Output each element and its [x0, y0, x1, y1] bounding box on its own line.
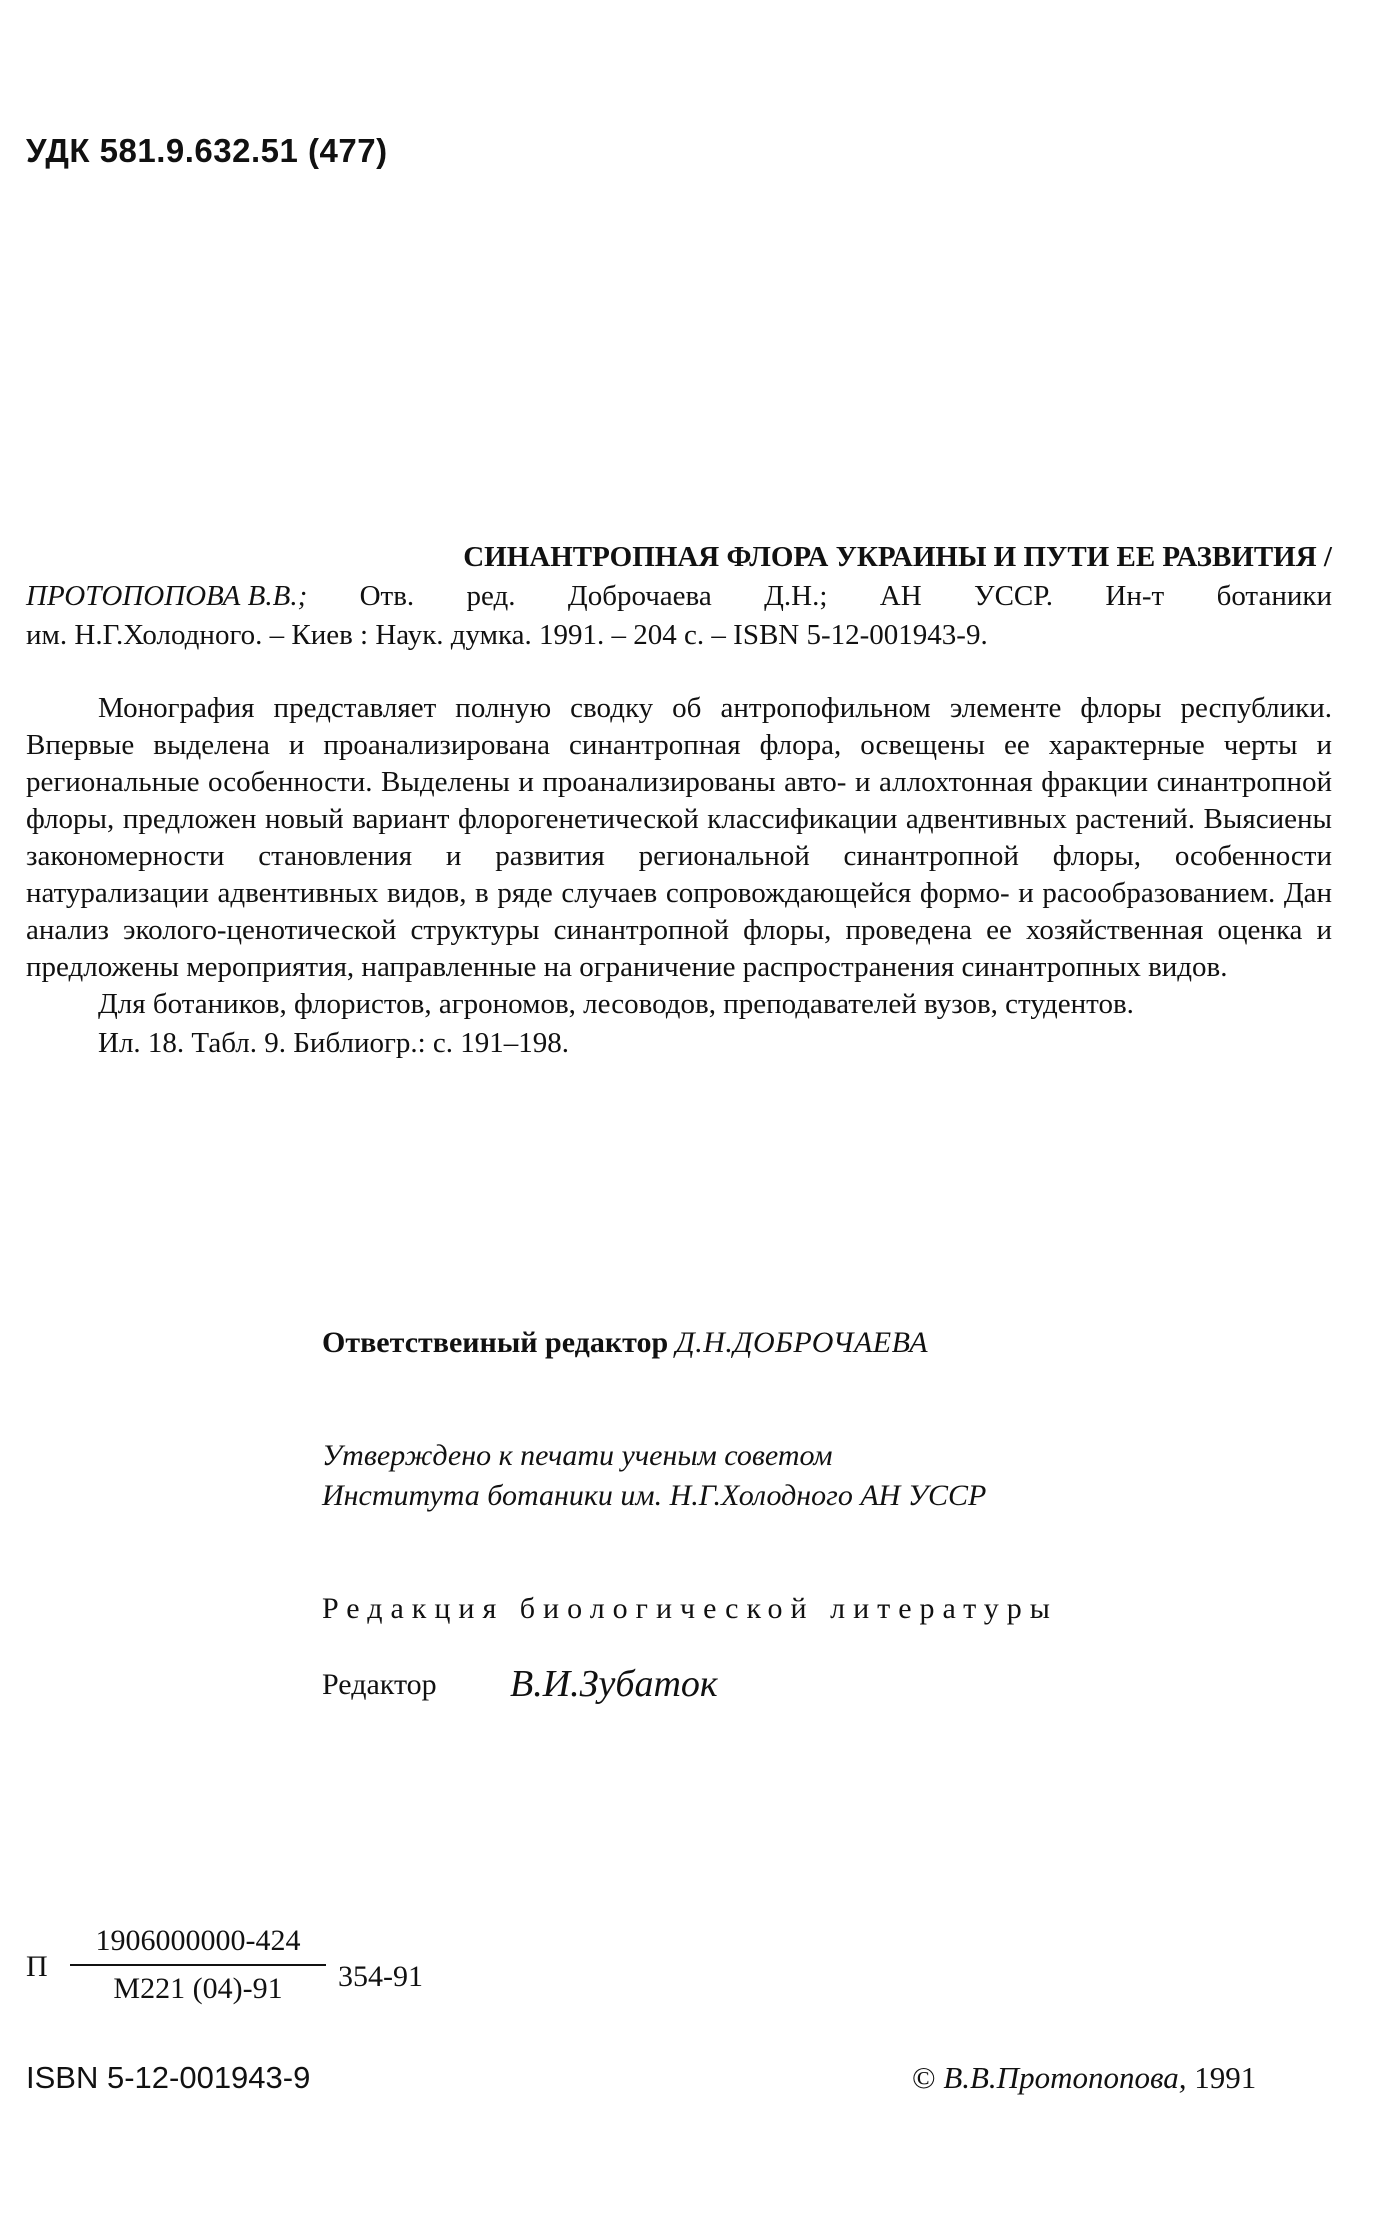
- isbn: ISBN 5-12-001943-9: [26, 2060, 311, 2095]
- udk-code: УДК 581.9.632.51 (477): [26, 132, 388, 169]
- publication-code-letter: П: [26, 1950, 48, 1983]
- redaction-heading: Редакция биологической литературы: [322, 1592, 1058, 1625]
- word: ботаники: [1216, 580, 1332, 612]
- publication-code-numerator: 1906000000-424: [70, 1922, 326, 1966]
- redactor-label: Редактор: [322, 1668, 437, 1701]
- copyright-author: В.В.Протопопова,: [943, 2060, 1187, 2095]
- responsible-editor-label: Ответствеиный редактор: [322, 1326, 669, 1359]
- copyright: [912, 2060, 1256, 2096]
- word: ред.: [466, 580, 516, 612]
- redactor-name: В.И.Зубаток: [510, 1663, 718, 1705]
- word: УССР.: [974, 580, 1054, 612]
- bibliography-line-2: [26, 577, 1332, 616]
- copyright-year: 1991: [1194, 2060, 1257, 2095]
- approval-note: [322, 1436, 986, 1516]
- book-title: [26, 538, 1332, 577]
- imprint: им. Н.Г.Холодного. – Киев : Наук. думка. 1991. – 204 с. – ISBN 5-12-001943-9.: [26, 619, 988, 651]
- approval-line-1: Утверждено к печати ученым советом: [322, 1439, 833, 1472]
- approval-line-2: Института ботаники им. Н.Г.Холодного АН УССР: [322, 1479, 987, 1512]
- bibliography-line-3: [26, 616, 1332, 655]
- bibliographic-record: [26, 538, 1332, 655]
- abstract-paragraph-1: Монография представляет полную сводку об антропофильном элементе флоры республики. Впервые выделена и проанализирована синантропная флора, освещены ее характерные черты и региональные особенности. Выделены и проанализированы авто- и аллохтонная фракции синантропной флоры, предложен новый вариант флорогенетической классификации адвентивных растений. Выясиены закономерности становления и развития региональной синантропной флоры, особенности натурализации адвентивных видов, в ряде случаев сопровождающейся формо- и расообразованием. Дан анализ эколого-ценотической структуры синантропной флоры, проведена ее хозяйственная оценка и предложены мероприятия, направленные на ограничение распространения синантропных видов.: [26, 692, 1332, 983]
- responsible-editor: [322, 1326, 928, 1360]
- illustrations-note: Ил. 18. Табл. 9. Библиогр.: с. 191–198.: [98, 1027, 570, 1059]
- responsible-editor-name: Д.Н.ДОБРОЧАЕВА: [675, 1326, 929, 1359]
- author: ПРОТОПОПОВА В.В.;: [26, 580, 308, 612]
- book-title-text: СИНАНТРОПНАЯ ФЛОРА УКРАИНЫ И ПУТИ ЕЕ РАЗВИТИЯ /: [463, 541, 1332, 573]
- abstract: [26, 690, 1332, 1062]
- word: АН: [879, 580, 922, 612]
- word: Доброчаева: [567, 580, 712, 612]
- abstract-paragraph-2: Для ботаников, флористов, агрономов, лесоводов, преподавателей вузов, студентов.: [98, 988, 1134, 1020]
- word: Отв.: [359, 580, 415, 612]
- word: Ин-т: [1105, 580, 1165, 612]
- word: Д.Н.;: [764, 580, 828, 612]
- publication-code-denominator: М221 (04)-91: [113, 1972, 283, 2005]
- publication-code-suffix: 354-91: [338, 1960, 423, 1993]
- publication-code-fraction: [70, 1922, 326, 2008]
- copyright-symbol: ©: [912, 2060, 936, 2095]
